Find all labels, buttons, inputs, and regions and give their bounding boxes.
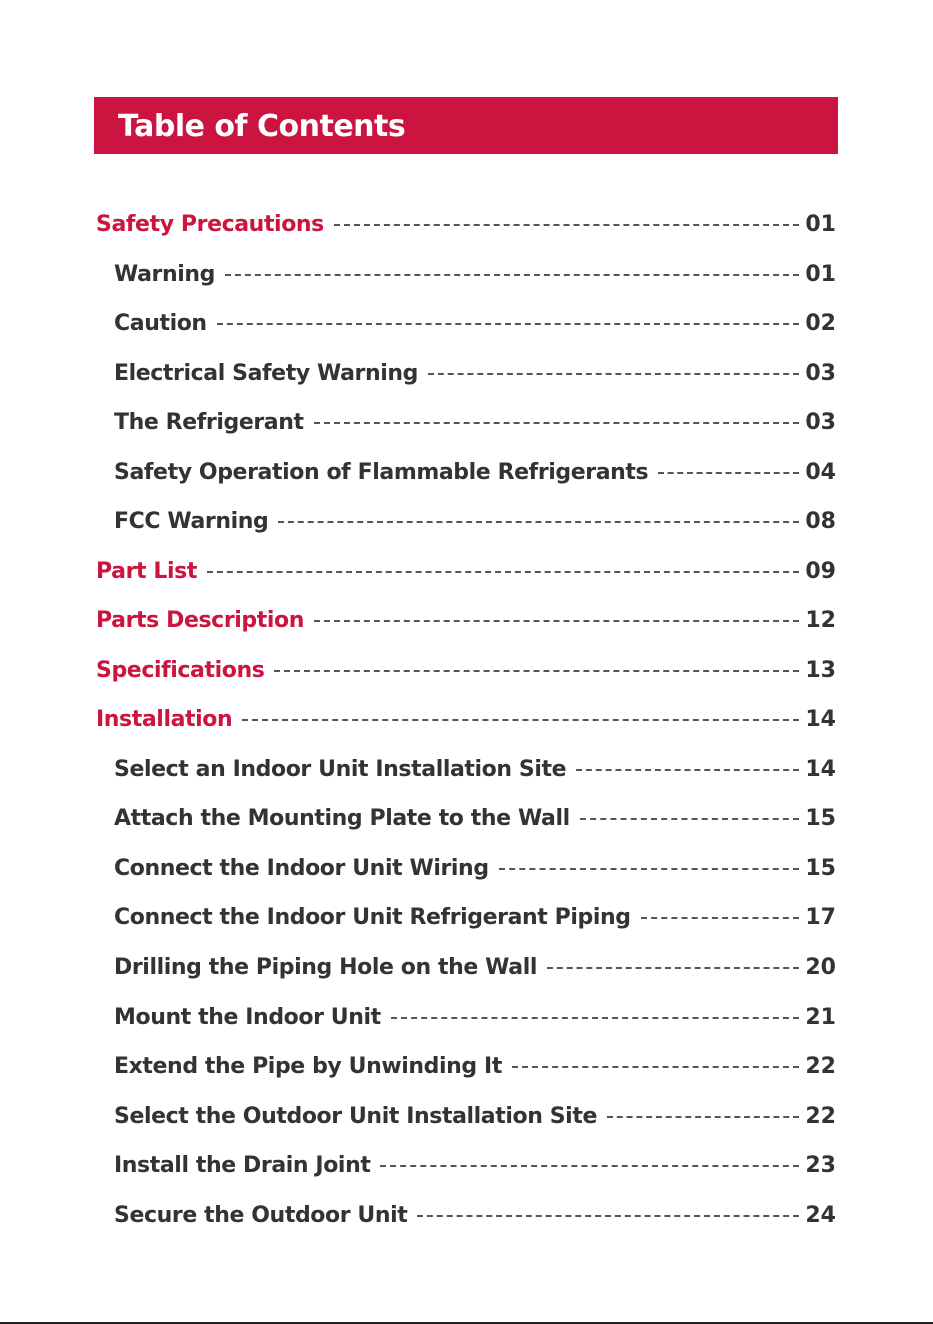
toc-entry-page: 02 xyxy=(805,310,836,336)
toc-entry[interactable] xyxy=(114,1049,836,1083)
toc-entry-label: Safety Operation of Flammable Refrigerants xyxy=(114,459,649,485)
toc-entry[interactable] xyxy=(96,653,836,687)
dot-leader xyxy=(242,719,799,721)
dot-leader xyxy=(314,422,800,424)
toc-entry[interactable] xyxy=(114,306,836,340)
dot-leader xyxy=(380,1165,799,1167)
toc-entry[interactable] xyxy=(114,1198,836,1232)
toc-entry-label: Drilling the Piping Hole on the Wall xyxy=(114,954,537,980)
toc-entry[interactable] xyxy=(96,554,836,588)
toc-entry-label: Safety Precautions xyxy=(96,211,324,237)
toc-entry[interactable] xyxy=(114,1148,836,1182)
dot-leader xyxy=(658,472,799,474)
toc-entry-page: 22 xyxy=(805,1053,836,1079)
toc-entry[interactable] xyxy=(114,356,836,390)
toc-entry-page: 03 xyxy=(805,360,836,386)
toc-entry-label: Part List xyxy=(96,558,197,584)
toc-entry-label: Attach the Mounting Plate to the Wall xyxy=(114,805,570,831)
toc-entry[interactable] xyxy=(114,257,836,291)
toc-entry-page: 03 xyxy=(805,409,836,435)
page-title: Table of Contents xyxy=(118,109,406,144)
dot-leader xyxy=(334,224,800,226)
toc-entry-label: Mount the Indoor Unit xyxy=(114,1004,381,1030)
dot-leader xyxy=(607,1116,799,1118)
toc-entry-label: Select the Outdoor Unit Installation Site xyxy=(114,1103,597,1129)
dot-leader xyxy=(217,323,800,325)
toc-entry-label: Select an Indoor Unit Installation Site xyxy=(114,756,567,782)
toc-entry[interactable] xyxy=(114,950,836,984)
dot-leader xyxy=(580,818,800,820)
toc-entry[interactable] xyxy=(114,405,836,439)
dot-leader xyxy=(547,967,799,969)
toc-entry-page: 04 xyxy=(805,459,836,485)
toc-entry-page: 20 xyxy=(805,954,836,980)
toc-entry-page: 14 xyxy=(805,706,836,732)
toc-entry[interactable] xyxy=(96,702,836,736)
toc-entry-page: 09 xyxy=(805,558,836,584)
toc-entry-label: Secure the Outdoor Unit xyxy=(114,1202,408,1228)
toc-entry-page: 23 xyxy=(805,1152,836,1178)
toc-entry-page: 01 xyxy=(805,211,836,237)
toc-entry[interactable] xyxy=(114,1000,836,1034)
toc-entry-page: 13 xyxy=(805,657,836,683)
dot-leader xyxy=(428,373,799,375)
toc-entry-label: Connect the Indoor Unit Wiring xyxy=(114,855,489,881)
dot-leader xyxy=(576,769,799,771)
toc-entry-page: 14 xyxy=(805,756,836,782)
toc-entry-page: 15 xyxy=(805,855,836,881)
dot-leader xyxy=(417,1215,799,1217)
toc-entry-page: 21 xyxy=(805,1004,836,1030)
toc-entry-page: 15 xyxy=(805,805,836,831)
toc-entry-label: Caution xyxy=(114,310,207,336)
toc-entry-label: Warning xyxy=(114,261,215,287)
dot-leader xyxy=(391,1017,800,1019)
toc-entry[interactable] xyxy=(96,603,836,637)
toc-header-bar xyxy=(94,97,838,154)
toc-entry[interactable] xyxy=(114,1099,836,1133)
dot-leader xyxy=(278,521,799,523)
dot-leader xyxy=(499,868,800,870)
toc-entry-label: Parts Description xyxy=(96,607,304,633)
toc-entry-label: Install the Drain Joint xyxy=(114,1152,371,1178)
toc-entry-label: The Refrigerant xyxy=(114,409,304,435)
dot-leader xyxy=(641,917,800,919)
toc-entry-page: 01 xyxy=(805,261,836,287)
toc-entry-page: 24 xyxy=(805,1202,836,1228)
dot-leader xyxy=(314,620,799,622)
toc-entry-label: Electrical Safety Warning xyxy=(114,360,419,386)
toc-entry-page: 08 xyxy=(805,508,836,534)
toc-entry[interactable] xyxy=(114,801,836,835)
toc-entry[interactable] xyxy=(114,455,836,489)
toc-entry-label: Extend the Pipe by Unwinding It xyxy=(114,1053,502,1079)
dot-leader xyxy=(207,571,799,573)
toc-entry-page: 22 xyxy=(805,1103,836,1129)
toc-entry-label: FCC Warning xyxy=(114,508,269,534)
toc-entry[interactable] xyxy=(114,504,836,538)
toc-entry[interactable] xyxy=(96,207,836,241)
toc-entry[interactable] xyxy=(114,851,836,885)
toc-entry-page: 17 xyxy=(805,904,836,930)
toc-entry-label: Specifications xyxy=(96,657,265,683)
toc-entry-page: 12 xyxy=(805,607,836,633)
dot-leader xyxy=(225,274,799,276)
toc-entry[interactable] xyxy=(114,752,836,786)
toc-entry-label: Installation xyxy=(96,706,233,732)
toc-entry[interactable] xyxy=(114,900,836,934)
toc-entry-label: Connect the Indoor Unit Refrigerant Piping xyxy=(114,904,631,930)
dot-leader xyxy=(274,670,799,672)
dot-leader xyxy=(512,1066,799,1068)
